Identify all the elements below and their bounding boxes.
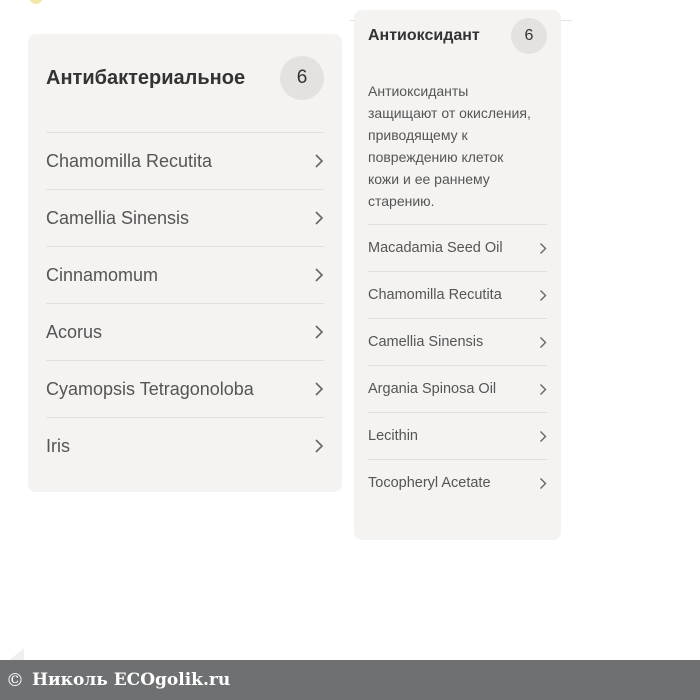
list-item-label: Chamomilla Recutita — [46, 150, 213, 171]
card-antioxidant — [354, 10, 561, 540]
list-item[interactable] — [368, 413, 547, 460]
list-item[interactable] — [368, 366, 547, 413]
chevron-right-icon — [314, 210, 324, 226]
list-item[interactable] — [46, 418, 324, 474]
chevron-right-icon — [539, 383, 547, 396]
chevron-right-icon — [314, 381, 324, 397]
count-badge: 6 — [511, 18, 547, 54]
list-item-label: Argania Spinosa Oil — [368, 381, 497, 397]
chevron-right-icon — [314, 324, 324, 340]
list-item[interactable] — [46, 361, 324, 418]
list-item-label: Camellia Sinensis — [368, 334, 484, 350]
count-badge: 6 — [280, 56, 324, 100]
list-item-label: Cinnamomum — [46, 264, 159, 285]
list-item-label: Chamomilla Recutita — [368, 287, 502, 303]
list-item[interactable] — [46, 247, 324, 304]
watermark-bar — [0, 660, 700, 700]
card-description: Антиоксиданты защищают от окисления, приводящему к повреждению клеток кожи и ее раннему старению. — [368, 83, 531, 209]
card-header — [46, 34, 324, 122]
list-item-label: Camellia Sinensis — [46, 207, 190, 228]
list-item[interactable] — [46, 304, 324, 361]
top-decoration — [30, 0, 42, 4]
list-item-label: Acorus — [46, 321, 103, 342]
list-item-label: Cyamopsis Tetragonoloba — [46, 378, 254, 399]
card-antibacterial — [28, 34, 342, 492]
ingredient-list — [368, 224, 547, 506]
watermark-text: Николь ECOgolik.ru — [32, 670, 231, 690]
card-title: Антиоксидант — [368, 27, 480, 44]
list-item-label: Tocopheryl Acetate — [368, 475, 491, 491]
list-item[interactable] — [368, 272, 547, 319]
list-item[interactable] — [368, 319, 547, 366]
list-item-label: Iris — [46, 435, 70, 456]
chevron-right-icon — [539, 336, 547, 349]
list-item[interactable] — [46, 133, 324, 190]
chevron-right-icon — [539, 430, 547, 443]
card-header — [368, 10, 547, 62]
chevron-right-icon — [314, 438, 324, 454]
copyright-icon: © — [6, 669, 24, 691]
list-item-label: Lecithin — [368, 428, 418, 444]
chevron-right-icon — [539, 242, 547, 255]
chevron-right-icon — [314, 153, 324, 169]
chevron-right-icon — [539, 289, 547, 302]
list-item[interactable] — [368, 225, 547, 272]
chevron-right-icon — [314, 267, 324, 283]
ingredient-list — [46, 132, 324, 474]
chevron-right-icon — [539, 477, 547, 490]
card-title: Антибактериальное — [46, 66, 246, 89]
list-item[interactable] — [368, 460, 547, 506]
list-item-label: Macadamia Seed Oil — [368, 240, 503, 256]
list-item[interactable] — [46, 190, 324, 247]
